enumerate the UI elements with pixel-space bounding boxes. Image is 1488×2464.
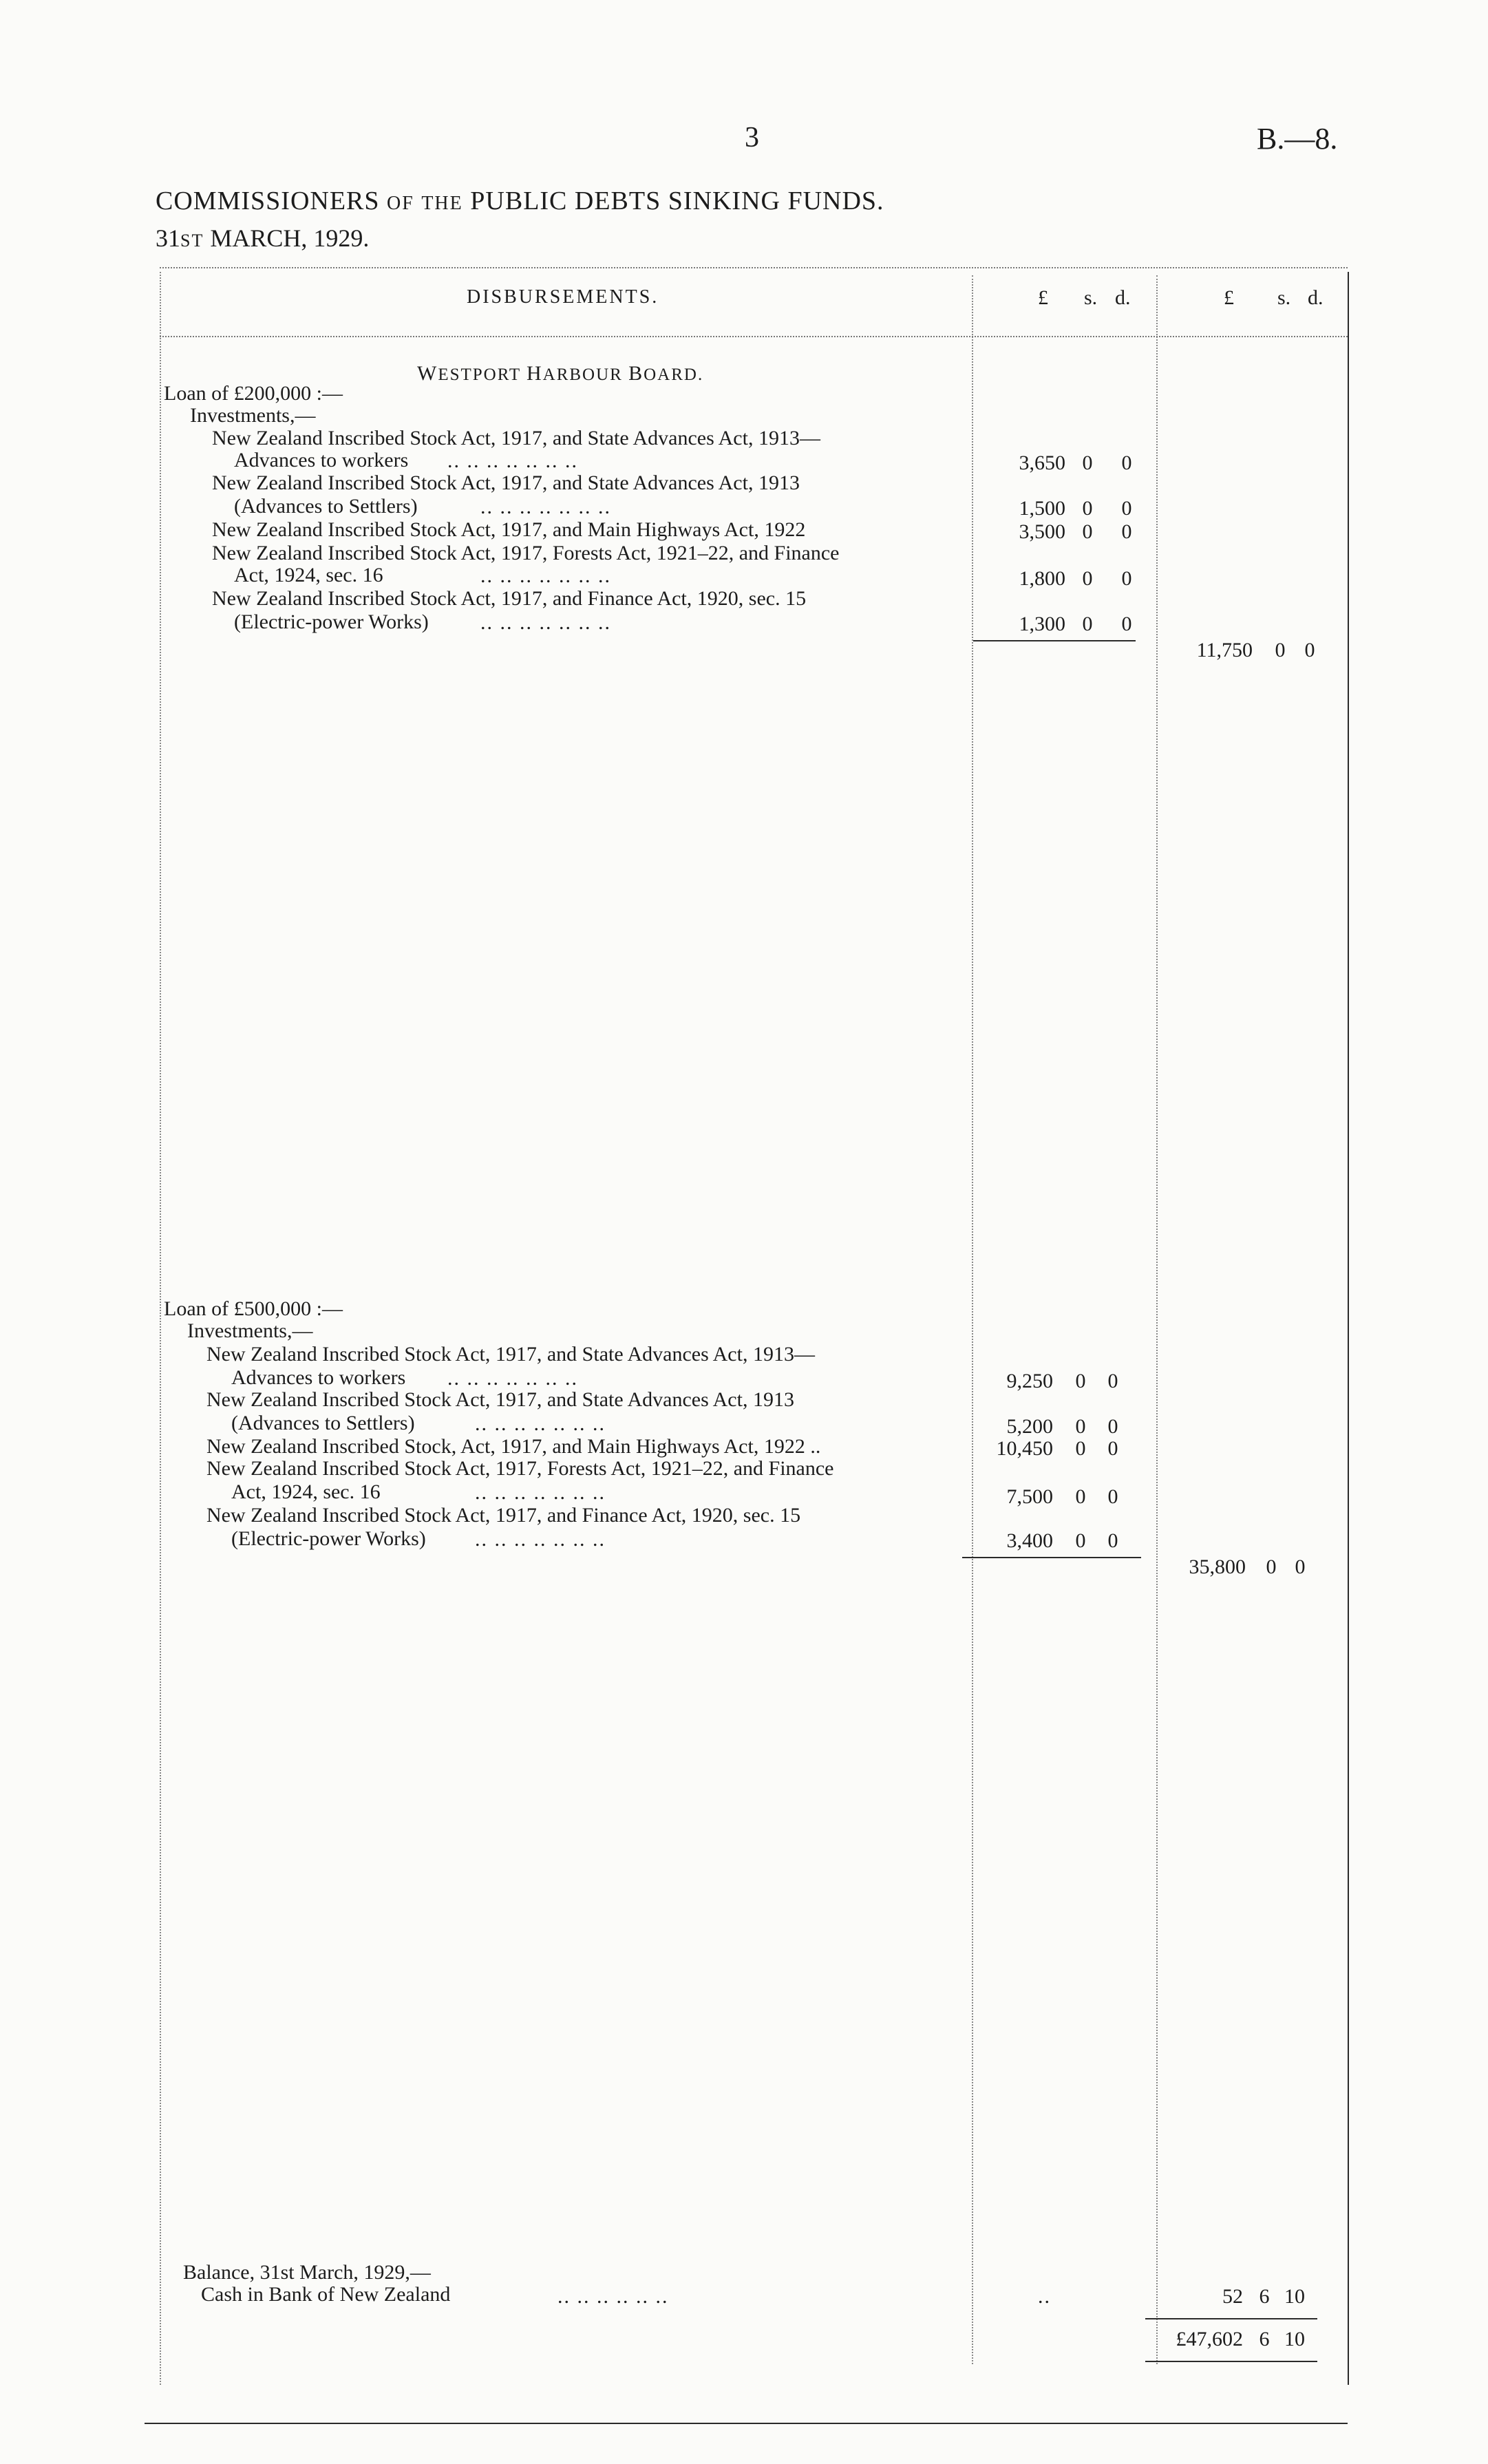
loan1-item2-shillings: 0 xyxy=(1082,497,1093,520)
loan2-item4-shillings: 0 xyxy=(1075,1485,1086,1508)
loan2-item1-pence: 0 xyxy=(1107,1370,1118,1392)
col2-shilling-heading: s. xyxy=(1277,286,1291,309)
table-bottom-rule xyxy=(145,2423,1348,2424)
section-h: H xyxy=(526,362,543,385)
loan1-item3-pounds: 3,500 xyxy=(1019,520,1065,543)
loan2-item3-shillings: 0 xyxy=(1075,1437,1086,1460)
loan2-item1-shillings: 0 xyxy=(1075,1370,1086,1392)
loan2-item5-pence: 0 xyxy=(1107,1529,1118,1552)
loan2-item4-pounds: 7,500 xyxy=(1006,1485,1053,1508)
loan2-total-shillings: 0 xyxy=(1266,1555,1277,1578)
loan2-item3-line1: New Zealand Inscribed Stock, Act, 1917, and Main Highways Act, 1922 .. xyxy=(206,1435,821,1458)
loan1-item5-shillings: 0 xyxy=(1082,613,1093,635)
loan1-item2-line1: New Zealand Inscribed Stock Act, 1917, and State Advances Act, 1913 xyxy=(212,471,800,494)
loan2-item4-pence: 0 xyxy=(1107,1485,1118,1508)
loan2-item3-pounds: 10,450 xyxy=(996,1437,1053,1460)
grand-total-pounds: £47,602 xyxy=(1176,2328,1243,2350)
loan1-item1-pence: 0 xyxy=(1121,452,1132,474)
loan1-item1-pounds: 3,650 xyxy=(1019,452,1065,474)
col1-shilling-heading: s. xyxy=(1084,286,1098,309)
loan2-item5-line1: New Zealand Inscribed Stock Act, 1917, and Finance Act, 1920, sec. 15 xyxy=(206,1504,801,1527)
loan2-item1-line1: New Zealand Inscribed Stock Act, 1917, and State Advances Act, 1913— xyxy=(206,1343,815,1366)
loan1-item4-line1: New Zealand Inscribed Stock Act, 1917, Forests Act, 1921–22, and Finance xyxy=(212,542,840,564)
loan2-item4-leaders: .. .. .. .. .. .. .. xyxy=(475,1481,606,1504)
title-the: THE xyxy=(421,193,463,214)
loan1-item2-pence: 0 xyxy=(1121,497,1132,520)
balance-leaders: .. .. .. .. .. .. xyxy=(557,2285,669,2308)
loan1-title: Loan of £200,000 :— xyxy=(164,382,343,405)
section-b-rest: OARD. xyxy=(644,365,704,384)
col2-pence-heading: d. xyxy=(1308,286,1324,309)
loan1-item4-shillings: 0 xyxy=(1082,567,1093,590)
loan2-item1-line2: Advances to workers xyxy=(231,1366,406,1389)
loan1-item4-line2: Act, 1924, sec. 16 xyxy=(234,564,383,586)
loan1-item5-line2: (Electric-power Works) xyxy=(234,610,429,633)
loan1-subtotal-rule xyxy=(973,640,1136,641)
section-w-rest: ESTPORT xyxy=(438,365,521,384)
loan1-item5-line1: New Zealand Inscribed Stock Act, 1917, and Finance Act, 1920, sec. 15 xyxy=(212,587,807,610)
section-w: W xyxy=(417,362,438,385)
page-number: 3 xyxy=(745,122,759,153)
date-month: MARCH, xyxy=(210,224,308,252)
grand-total-top-rule xyxy=(1145,2318,1317,2319)
table-left-border xyxy=(160,272,161,2385)
loan1-item3-line1: New Zealand Inscribed Stock Act, 1917, and Main Highways Act, 1922 xyxy=(212,518,806,541)
loan1-item3-shillings: 0 xyxy=(1082,520,1093,543)
loan2-item2-line1: New Zealand Inscribed Stock Act, 1917, and State Advances Act, 1913 xyxy=(206,1388,794,1411)
loan1-item5-pounds: 1,300 xyxy=(1019,613,1065,635)
loan1-item2-line2: (Advances to Settlers) xyxy=(234,495,418,518)
loan2-item2-pence: 0 xyxy=(1107,1415,1118,1438)
loan2-item2-shillings: 0 xyxy=(1075,1415,1086,1438)
loan1-item1-shillings: 0 xyxy=(1082,452,1093,474)
loan2-item1-pounds: 9,250 xyxy=(1006,1370,1053,1392)
loan2-item4-line1: New Zealand Inscribed Stock Act, 1917, Forests Act, 1921–22, and Finance xyxy=(206,1457,834,1480)
disbursements-heading: DISBURSEMENTS. xyxy=(467,286,659,308)
loan1-item2-pounds: 1,500 xyxy=(1019,497,1065,520)
loan1-item1-leaders: .. .. .. .. .. .. .. xyxy=(447,449,578,472)
section-heading xyxy=(417,362,703,385)
loan1-item3-pence: 0 xyxy=(1121,520,1132,543)
loan2-item4-line2: Act, 1924, sec. 16 xyxy=(231,1480,381,1503)
balance-title: Balance, 31st March, 1929,— xyxy=(183,2261,431,2284)
loan2-title: Loan of £500,000 :— xyxy=(164,1297,343,1320)
paper-reference: B.—8. xyxy=(1257,122,1338,156)
loan1-total-pence: 0 xyxy=(1304,639,1315,661)
col2-pound-heading: £ xyxy=(1224,286,1234,309)
title-part-b: PUBLIC DEBTS SINKING FUNDS. xyxy=(470,187,884,215)
loan1-total-pounds: 11,750 xyxy=(1196,639,1253,661)
loan2-item2-line2: (Advances to Settlers) xyxy=(231,1412,415,1434)
loan2-item5-pounds: 3,400 xyxy=(1006,1529,1053,1552)
section-b: B xyxy=(628,362,644,385)
table-top-rule xyxy=(160,267,1348,268)
loan1-item1-line2: Advances to workers xyxy=(234,449,409,471)
loan2-item2-leaders: .. .. .. .. .. .. .. xyxy=(475,1412,606,1435)
loan1-investments-label: Investments,— xyxy=(190,404,316,427)
loan2-item5-shillings: 0 xyxy=(1075,1529,1086,1552)
grand-total-pence: 10 xyxy=(1284,2328,1305,2350)
title-of: OF xyxy=(387,193,414,214)
column-divider-1 xyxy=(972,275,973,2364)
section-h-rest: ARBOUR xyxy=(542,365,623,384)
column-divider-2 xyxy=(1156,275,1158,2364)
loan2-item3-pence: 0 xyxy=(1107,1437,1118,1460)
balance-pounds: 52 xyxy=(1222,2285,1243,2308)
balance-cash-label: Cash in Bank of New Zealand xyxy=(201,2283,451,2306)
loan2-total-pence: 0 xyxy=(1295,1555,1306,1578)
date-year: 1929. xyxy=(313,224,370,252)
loan1-item4-pence: 0 xyxy=(1121,567,1132,590)
grand-total-bottom-rule xyxy=(1145,2361,1317,2362)
col1-pound-heading: £ xyxy=(1038,286,1048,309)
loan1-item5-pence: 0 xyxy=(1121,613,1132,635)
balance-shillings: 6 xyxy=(1259,2285,1270,2308)
title-part-a: COMMISSIONERS xyxy=(156,187,380,215)
loan2-item5-leaders: .. .. .. .. .. .. .. xyxy=(475,1528,606,1551)
document-title xyxy=(156,186,884,216)
balance-mid-leaders: .. xyxy=(1038,2285,1051,2308)
date-day: 31 xyxy=(156,224,180,252)
loan1-item1-line1: New Zealand Inscribed Stock Act, 1917, and State Advances Act, 1913— xyxy=(212,427,820,449)
loan1-item5-leaders: .. .. .. .. .. .. .. xyxy=(480,611,611,634)
header-bottom-rule xyxy=(160,336,1348,337)
loan1-item4-leaders: .. .. .. .. .. .. .. xyxy=(480,564,611,587)
loan2-item1-leaders: .. .. .. .. .. .. .. xyxy=(447,1367,578,1390)
loan2-item2-pounds: 5,200 xyxy=(1006,1415,1053,1438)
loan2-item5-line2: (Electric-power Works) xyxy=(231,1527,426,1550)
date-suffix: ST xyxy=(180,231,204,251)
document-date xyxy=(156,224,369,253)
loan1-item2-leaders: .. .. .. .. .. .. .. xyxy=(480,496,611,518)
loan2-investments-label: Investments,— xyxy=(187,1319,313,1342)
loan2-subtotal-rule xyxy=(962,1557,1141,1558)
loan1-total-shillings: 0 xyxy=(1275,639,1286,661)
table-right-border xyxy=(1348,272,1349,2385)
loan2-total-pounds: 35,800 xyxy=(1189,1555,1246,1578)
loan1-item4-pounds: 1,800 xyxy=(1019,567,1065,590)
col1-pence-heading: d. xyxy=(1115,286,1131,309)
grand-total-shillings: 6 xyxy=(1259,2328,1270,2350)
balance-pence: 10 xyxy=(1284,2285,1305,2308)
